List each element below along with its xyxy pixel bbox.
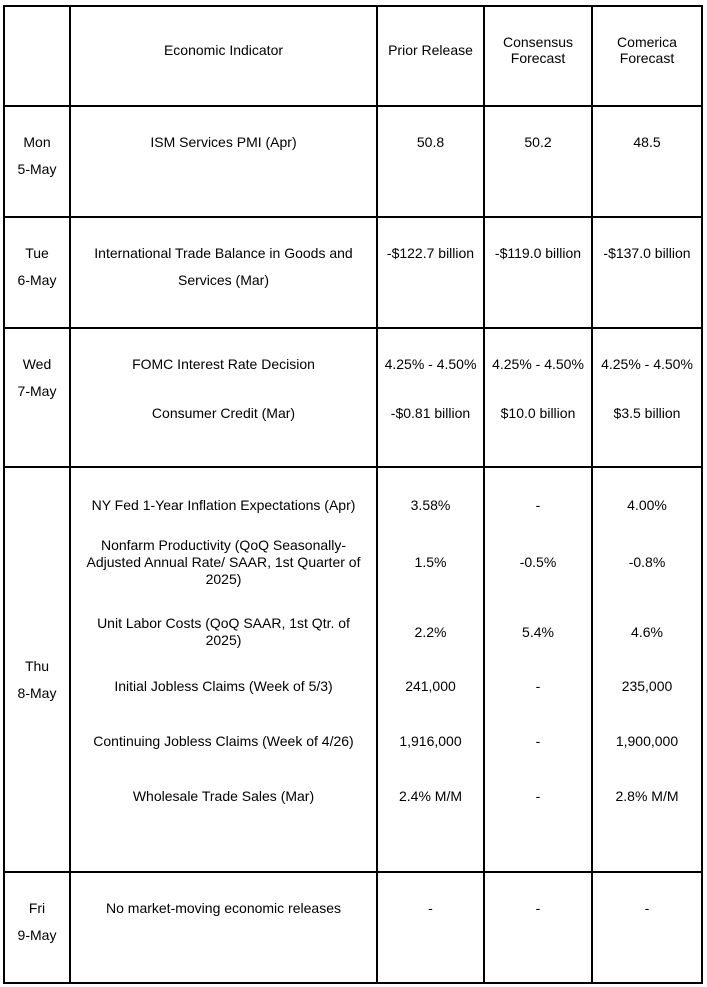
day-cell-thursday [4, 467, 70, 872]
indicator-text: No market-moving economic releases [106, 900, 341, 916]
day-cell-tuesday [4, 217, 70, 328]
day-name: Tue [25, 245, 49, 261]
day-name: Mon [23, 134, 51, 150]
indicator-text-line1: International Trade Balance in Goods and [94, 245, 353, 261]
comerica-value: -$137.0 billion [603, 245, 691, 261]
consensus-cell-friday [484, 872, 592, 983]
header-row [4, 6, 702, 106]
prior-cell-thursday [377, 467, 484, 872]
prior-value: -$0.81 billion [390, 404, 471, 421]
day-date: 7-May [17, 383, 57, 399]
header-comerica-label-line1: Comerica [617, 34, 677, 50]
comerica-value: - [644, 900, 650, 916]
day-cell-friday [4, 872, 70, 983]
header-comerica-label-line2: Forecast [619, 50, 675, 66]
day-date: 8-May [17, 684, 57, 701]
consensus-value: -$119.0 billion [494, 245, 582, 261]
consensus-cell-monday [484, 106, 592, 217]
indicator-text: Continuing Jobless Claims (Week of 4/26) [93, 732, 354, 749]
prior-value: 3.58% [410, 496, 451, 513]
consensus-value: 5.4% [522, 623, 554, 640]
header-prior-label: Prior Release [388, 42, 473, 58]
consensus-value: -0.5% [519, 554, 557, 570]
comerica-value: 235,000 [621, 677, 673, 694]
header-indicator-label: Economic Indicator [163, 42, 284, 58]
header-day-cell [4, 6, 70, 106]
indicator-text: NY Fed 1-Year Inflation Expectations (Apr) [91, 496, 356, 513]
comerica-value: 4.25% - 4.50% [601, 356, 693, 372]
consensus-value: $10.0 billion [500, 404, 576, 421]
indicator-cell-thursday [70, 467, 377, 872]
indicator-cell-tuesday [70, 217, 377, 328]
indicator-text: Consumer Credit (Mar) [151, 404, 296, 421]
day-date: 6-May [17, 272, 57, 288]
prior-cell-monday [377, 106, 484, 217]
comerica-value: $3.5 billion [613, 404, 681, 421]
prior-value: 50.8 [416, 134, 445, 150]
header-comerica-cell [592, 6, 702, 106]
consensus-value: - [535, 787, 541, 804]
indicator-cell-wednesday [70, 328, 377, 467]
header-consensus-cell [484, 6, 592, 106]
prior-value: 1.5% [414, 554, 447, 570]
economic-calendar-table [3, 5, 703, 984]
row-wednesday [4, 328, 702, 467]
prior-value: 2.4% M/M [398, 787, 462, 804]
prior-cell-wednesday [377, 328, 484, 467]
header-consensus-label-line2: Forecast [510, 50, 566, 66]
indicator-cell-friday [70, 872, 377, 983]
prior-value: 241,000 [405, 677, 456, 694]
row-monday [4, 106, 702, 217]
comerica-value: 2.8% M/M [615, 787, 679, 804]
indicator-text-line1: Nonfarm Productivity (QoQ Seasonally- [100, 537, 347, 553]
indicator-multiline [73, 537, 374, 588]
prior-value: 2.2% [414, 623, 447, 640]
indicator-text-line3: 2025) [205, 571, 242, 587]
consensus-cell-wednesday [484, 328, 592, 467]
day-name: Fri [28, 900, 46, 916]
day-name: Wed [22, 356, 52, 372]
consensus-value: 50.2 [524, 134, 552, 150]
prior-value: -$122.7 billion [386, 245, 475, 261]
row-friday [4, 872, 702, 983]
indicator-text-line2: Adjusted Annual Rate/ SAAR, 1st Quarter of [86, 554, 361, 570]
consensus-value: - [535, 732, 541, 749]
comerica-cell-friday [592, 872, 702, 983]
prior-cell-friday [377, 872, 484, 983]
consensus-cell-thursday [484, 467, 592, 872]
consensus-value: - [535, 677, 541, 694]
indicator-text: Wholesale Trade Sales (Mar) [132, 787, 315, 804]
indicator-cell-monday [70, 106, 377, 217]
prior-cell-tuesday [377, 217, 484, 328]
comerica-value: -0.8% [628, 554, 666, 570]
consensus-value: - [535, 496, 541, 513]
comerica-value: 4.6% [631, 623, 663, 640]
day-name: Thu [24, 657, 50, 674]
day-date: 5-May [17, 161, 57, 177]
indicator-text: ISM Services PMI (Apr) [150, 134, 297, 150]
consensus-value: - [535, 900, 541, 916]
header-consensus-label-line1: Consensus [502, 34, 574, 50]
row-thursday [4, 467, 702, 872]
prior-value: - [428, 900, 433, 916]
consensus-value: 4.25% - 4.50% [492, 356, 584, 372]
prior-value: 4.25% - 4.50% [384, 356, 477, 372]
row-tuesday [4, 217, 702, 328]
header-indicator-cell [70, 6, 377, 106]
day-cell-monday [4, 106, 70, 217]
indicator-text-line2: Services (Mar) [177, 272, 269, 288]
indicator-text-line1: Unit Labor Costs (QoQ SAAR, 1st Qtr. of [97, 615, 350, 631]
comerica-value: 1,900,000 [615, 732, 679, 749]
comerica-value: 4.00% [627, 496, 667, 513]
prior-value: 1,916,000 [399, 732, 462, 749]
indicator-text: Initial Jobless Claims (Week of 5/3) [114, 677, 333, 694]
comerica-value: 48.5 [633, 134, 661, 150]
comerica-cell-monday [592, 106, 702, 217]
comerica-cell-tuesday [592, 217, 702, 328]
comerica-cell-thursday [592, 467, 702, 872]
header-prior-cell [377, 6, 484, 106]
day-cell-wednesday [4, 328, 70, 467]
indicator-text-line2: 2025) [205, 632, 242, 648]
day-date: 9-May [17, 927, 57, 943]
consensus-cell-tuesday [484, 217, 592, 328]
indicator-multiline [73, 615, 374, 649]
comerica-cell-wednesday [592, 328, 702, 467]
indicator-text: FOMC Interest Rate Decision [132, 356, 315, 372]
